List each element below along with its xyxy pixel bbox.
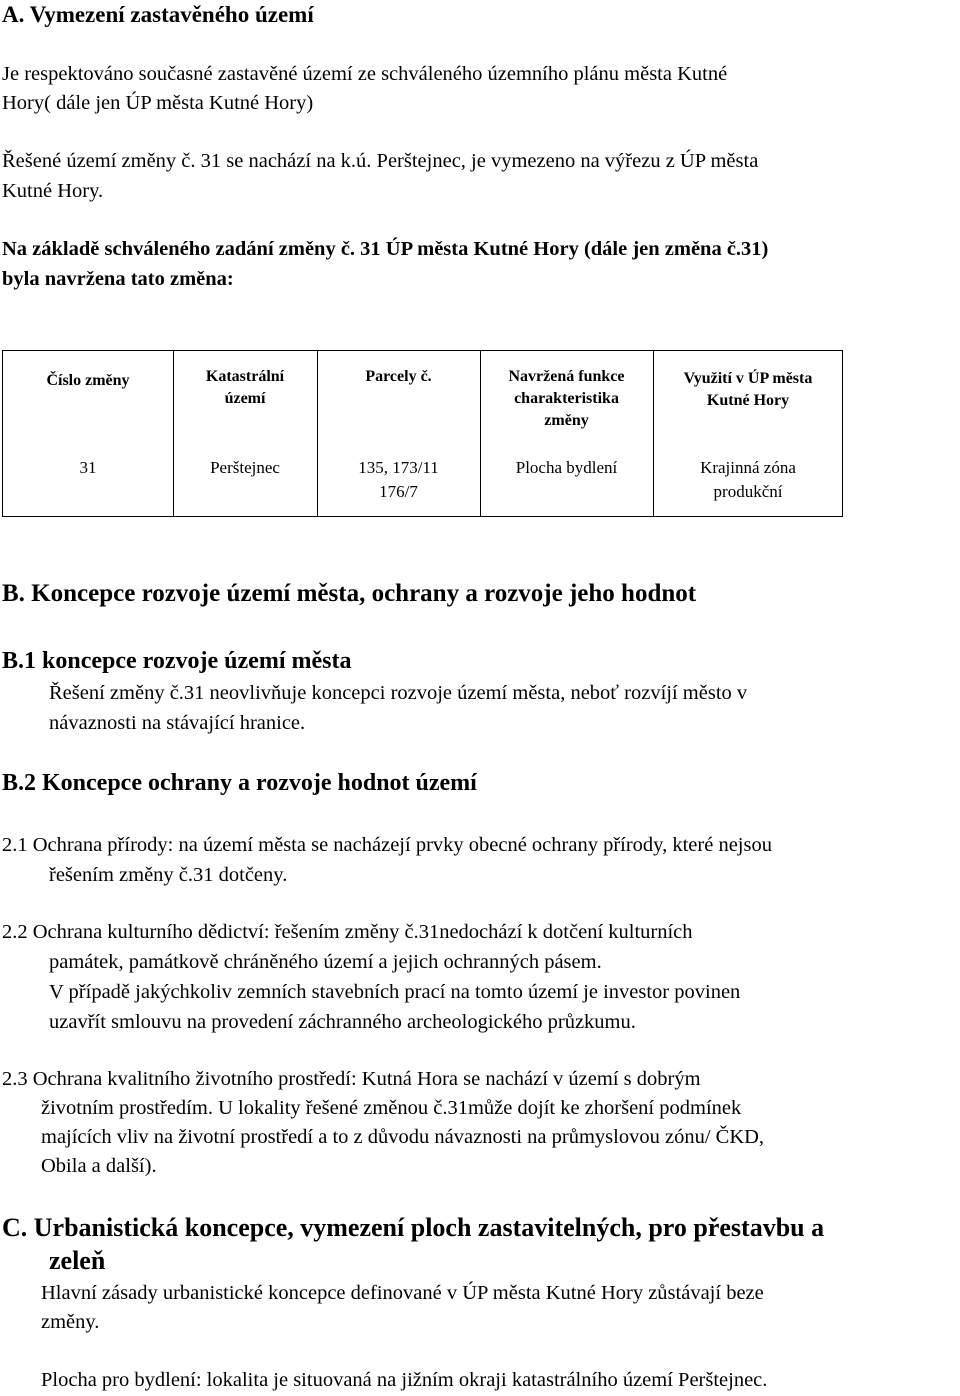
table-header-cell: Parcely č. — [365, 368, 432, 385]
section-2-2-line-2: památek, památkově chráněného území a jejich ochranných pásem. — [49, 951, 602, 973]
change-table — [2, 350, 843, 517]
section-2-2-line-4: uzavřít smlouvu na provedení záchranného archeologického průzkumu. — [49, 1011, 636, 1033]
section-b1-line-1: Řešení změny č.31 neovlivňuje koncepci rozvoje území města, neboť rozvíjí město v — [49, 682, 748, 704]
section-2-3-line-2: životním prostředím. U lokality řešené změnou č.31může dojít ke zhoršení podmínek — [41, 1097, 742, 1119]
section-b1-line-2: návaznosti na stávající hranice. — [49, 712, 306, 734]
section-2-2-line-3: V případě jakýchkoliv zemních stavebních prací na tomto území je investor povinen — [49, 981, 741, 1003]
section-c-title-line-1: C. Urbanistická koncepce, vymezení ploch zastavitelných, pro přestavbu a — [2, 1213, 825, 1242]
table-header-cell: Využití v ÚP města Kutné Hory — [683, 370, 813, 409]
section-a-paragraph-2-line-2: Kutné Hory. — [2, 180, 104, 202]
table-header-cell: Navržená funkce charakteristika změny — [508, 368, 625, 429]
section-a-paragraph-3-line-1: Na základě schváleného zadání změny č. 31 ÚP města Kutné Hory (dále jen změna č.31) — [2, 238, 769, 260]
section-a-title: A. Vymezení zastavěného území — [2, 2, 314, 27]
section-2-3-line-1: 2.3 Ochrana kvalitního životního prostředí: Kutná Hora se nachází v území s dobrým — [2, 1068, 701, 1090]
section-a-paragraph-1-line-2: Hory( dále jen ÚP města Kutné Hory) — [2, 92, 314, 114]
table-cell: Krajinná zóna produkční — [700, 458, 796, 501]
table-header-cell: Katastrální území — [205, 368, 285, 407]
table-cell: Plocha bydlení — [515, 458, 618, 477]
table-cell: Perštejnec — [210, 458, 280, 477]
table-header-cell: Číslo změny — [46, 372, 130, 389]
section-c-paragraph-1-line-2: změny. — [41, 1311, 100, 1333]
section-2-1-line-2: řešením změny č.31 dotčeny. — [49, 864, 288, 886]
section-2-3-line-4: Obila a další). — [41, 1155, 157, 1177]
section-2-2-line-1: 2.2 Ochrana kulturního dědictví: řešením změny č.31nedochází k dotčení kulturních — [2, 921, 693, 943]
section-2-3-line-3: majících vliv na životní prostředí a to z důvodu návaznosti na průmyslovou zónu/ ČKD, — [41, 1126, 765, 1148]
section-a-paragraph-3-line-2: byla navržena tato změna: — [2, 268, 234, 290]
table-cell: 31 — [79, 458, 97, 477]
section-a-paragraph-2-line-1: Řešené území změny č. 31 se nachází na k.ú. Perštejnec, je vymezeno na výřezu z ÚP města — [2, 150, 759, 172]
table-cell: 135, 173/11 176/7 — [358, 458, 439, 501]
section-c-paragraph-2-line-1: Plocha pro bydlení: lokalita je situovaná na jižním okraji katastrálního území Perštejnec. — [41, 1369, 768, 1391]
section-c-paragraph-1-line-1: Hlavní zásady urbanistické koncepce definované v ÚP města Kutné Hory zůstávají beze — [41, 1282, 764, 1304]
section-b2-title: B.2 Koncepce ochrany a rozvoje hodnot území — [2, 770, 477, 796]
section-b1-title: B.1 koncepce rozvoje území města — [2, 648, 352, 674]
section-a-paragraph-1-line-1: Je respektováno současné zastavěné území ze schváleného územního plánu města Kutné — [2, 63, 728, 85]
section-b-title: B. Koncepce rozvoje území města, ochrany a rozvoje jeho hodnot — [2, 580, 697, 607]
section-c-title-line-2: zeleň — [49, 1246, 106, 1275]
section-2-1-line-1: 2.1 Ochrana přírody: na území města se nacházejí prvky obecné ochrany přírody, které nejsou — [2, 834, 772, 856]
